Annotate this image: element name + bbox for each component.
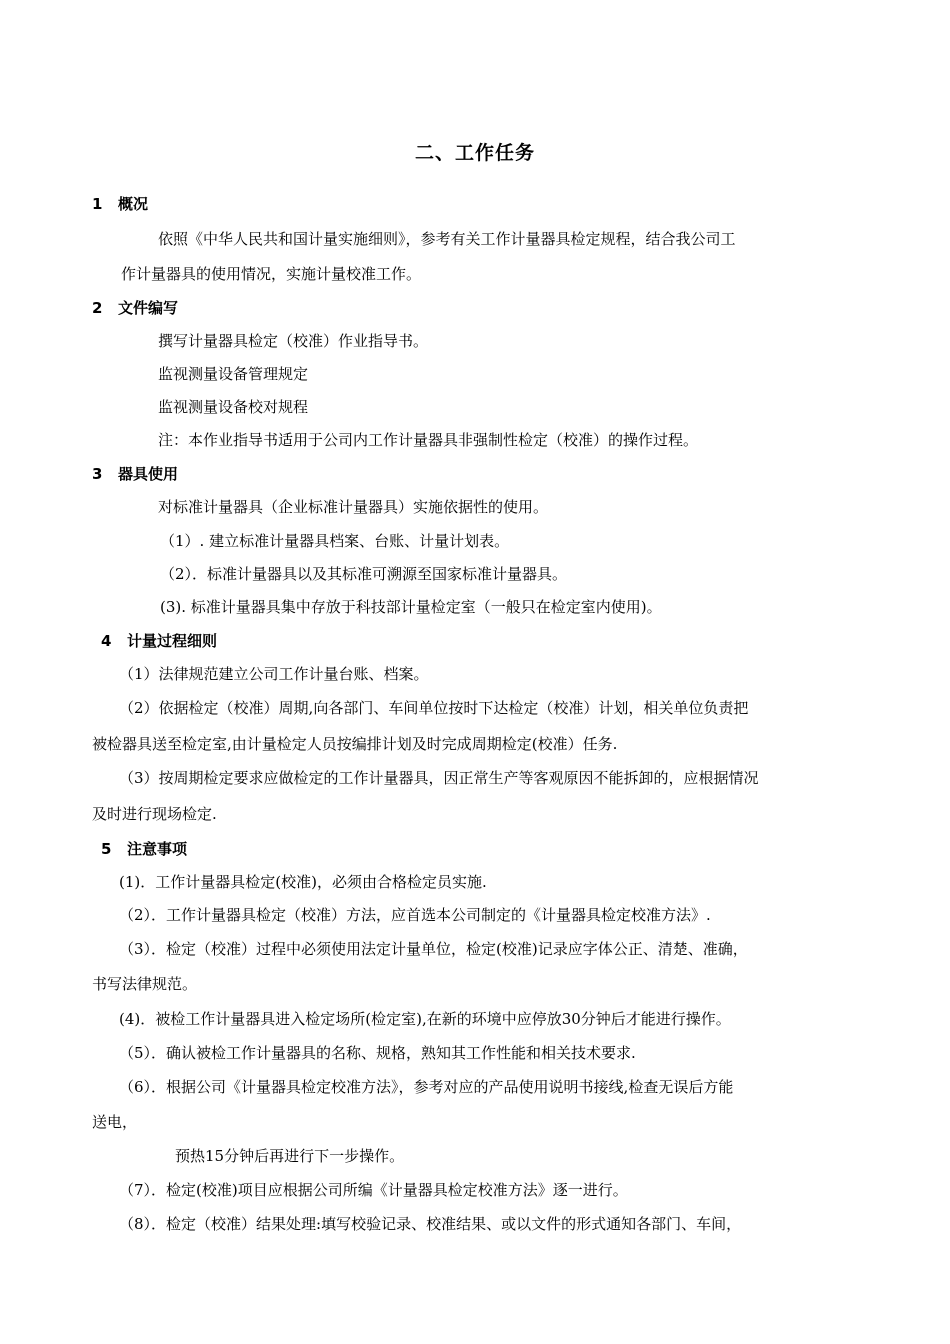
section-5-item-6-line-1: （6）．根据公司《计量器具检定校准方法》，参考对应的产品使用说明书接线,检查无误后方能 <box>119 1078 734 1096</box>
section-5-item-8: （8）．检定（校准）结果处理:填写校验记录、校准结果、或以文件的形式通知各部门、车间， <box>119 1215 742 1233</box>
section-5-item-7: （7）．检定(校准)项目应根据公司所编《计量器具检定校准方法》逐一进行。 <box>119 1181 628 1199</box>
section-3-item-3: (3). 标准计量器具集中存放于科技部计量检定室（一般只在检定室内使用)。 <box>160 598 662 616</box>
section-1-number: 1 <box>92 195 103 213</box>
section-2-title: 文件编写 <box>118 299 179 317</box>
section-2-line-3: 监视测量设备校对规程 <box>158 398 309 416</box>
section-5-item-3-line-1: （3）．检定（校准）过程中必须使用法定计量单位，检定(校准)记录应字体公正、清楚、准确， <box>119 940 748 958</box>
section-5-item-5: （5）．确认被检工作计量器具的名称、规格，熟知其工作性能和相关技术要求. <box>119 1044 636 1062</box>
document-title: 二、工作任务 <box>414 142 535 164</box>
section-5-heading <box>101 839 187 859</box>
section-2-line-2: 监视测量设备管理规定 <box>158 365 309 383</box>
section-4-item-3-line-2: 及时进行现场检定. <box>92 805 217 823</box>
section-2-heading <box>92 298 178 318</box>
section-3-heading <box>92 464 178 484</box>
section-5-item-6-line-3: 预热15分钟后再进行下一步操作。 <box>175 1147 405 1165</box>
section-1-paragraph-line-1: 依照《中华人民共和国计量实施细则》，参考有关工作计量器具检定规程，结合我公司工 <box>158 230 736 248</box>
section-4-item-1: （1）法律规范建立公司工作计量台账、档案。 <box>119 665 429 683</box>
section-3-line-1: 对标准计量器具（企业标准计量器具）实施依据性的使用。 <box>158 498 549 516</box>
section-4-item-2-line-2: 被检器具送至检定室,由计量检定人员按编排计划及时完成周期检定(校准）任务. <box>92 735 618 753</box>
section-4-item-2-line-1: （2）依据检定（校准）周期,向各部门、车间单位按时下达检定（校准）计划，相关单位负责把 <box>119 699 749 717</box>
section-5-title: 注意事项 <box>127 840 188 858</box>
section-4-number: 4 <box>101 632 112 650</box>
section-2-note: 注：本作业指导书适用于公司内工作计量器具非强制性检定（校准）的操作过程。 <box>158 431 699 449</box>
section-1-title: 概况 <box>118 195 149 213</box>
section-3-title: 器具使用 <box>118 465 179 483</box>
section-5-item-2: （2）．工作计量器具检定（校准）方法，应首选本公司制定的《计量器具检定校准方法》. <box>119 906 711 924</box>
section-3-item-2: （2）．标准计量器具以及其标准可溯源至国家标准计量器具。 <box>160 565 568 583</box>
section-1-heading <box>92 194 148 214</box>
section-2-number: 2 <box>92 299 103 317</box>
section-5-item-1: (1)．工作计量器具检定(校准)，必须由合格检定员实施. <box>119 873 487 891</box>
section-3-number: 3 <box>92 465 103 483</box>
section-3-item-1: （1）. 建立标准计量器具档案、台账、计量计划表。 <box>160 532 510 550</box>
section-2-line-1: 撰写计量器具检定（校准）作业指导书。 <box>158 332 429 350</box>
section-4-item-3-line-1: （3）按周期检定要求应做检定的工作计量器具，因正常生产等客观原因不能拆卸的，应根据情况 <box>119 769 759 787</box>
section-5-item-4: (4)．被检工作计量器具进入检定场所(检定室),在新的环境中应停放30分钟后才能进行操作。 <box>119 1010 731 1028</box>
section-5-item-6-line-2: 送电， <box>92 1113 138 1131</box>
section-4-heading <box>101 631 217 651</box>
section-4-title: 计量过程细则 <box>127 632 218 650</box>
section-1-paragraph-line-2: 作计量器具的使用情况，实施计量校准工作。 <box>121 265 422 283</box>
section-5-item-3-line-2: 书写法律规范。 <box>92 975 198 993</box>
section-5-number: 5 <box>101 840 112 858</box>
